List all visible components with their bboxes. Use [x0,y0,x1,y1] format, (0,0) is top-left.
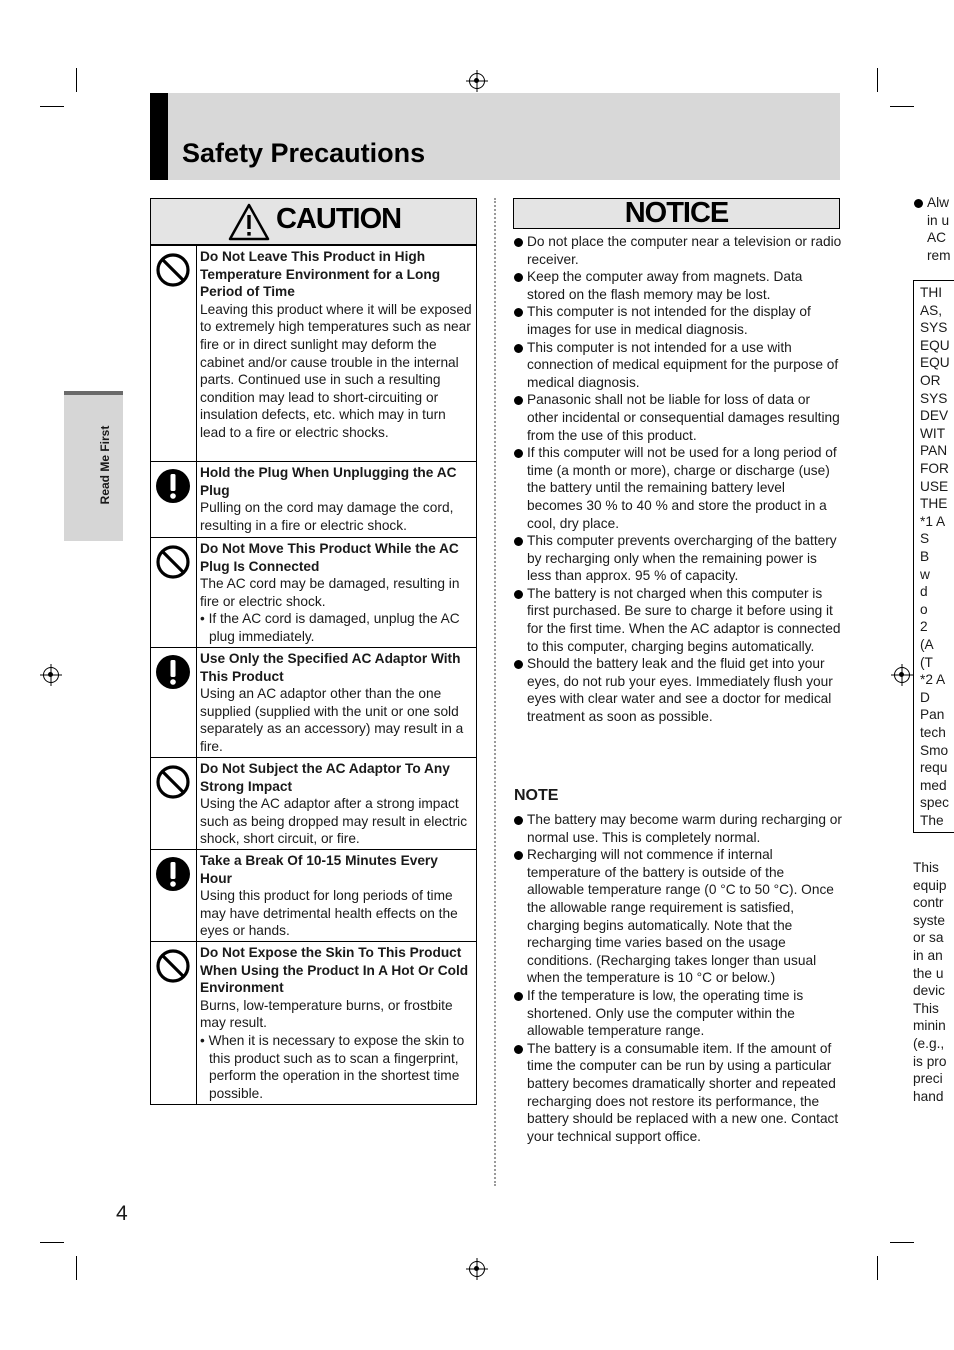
cutoff-text-line: in u [927,212,950,228]
prohibition-icon [155,764,191,800]
cutoff-text-line: Smo [920,742,949,758]
crop-mark [890,1242,914,1243]
crop-mark [40,1242,64,1243]
list-item: Keep the computer away from magnets. Data stored on the flash memory may be lost. [513,268,843,303]
prohibition-icon [155,948,191,984]
caution-row-text [200,760,472,848]
cutoff-text-line: THI [920,285,943,300]
cutoff-text-line: w [920,566,930,582]
cutoff-text-line: preci [913,1071,943,1087]
cutoff-text-line: tech [920,725,946,740]
cutoff-text-line: o [920,601,928,617]
caution-row-text [200,464,472,534]
notice-list [513,233,843,726]
cutoff-text-line: DEV [920,408,949,424]
cutoff-text-line: FOR [920,461,949,476]
cutoff-text-line: requ [920,760,948,776]
page-title: Safety Precautions [182,138,426,168]
cutoff-text-line: THE [920,496,948,512]
cutoff-text-line: PAN [920,443,948,459]
note-heading: NOTE [514,787,559,804]
caution-row-title: Do Not Expose the Skin To This Product When Using the Product In A Hot Or Cold Environment [200,945,469,996]
cutoff-text-line: in an [913,948,943,963]
list-item: Should the battery leak and the fluid get into your eyes, do not rub your eyes. Immediately flush your eyes with clear water and see a doctor for medical treatment as soon as possible. [513,655,843,725]
cutoff-text-line: hand [913,1088,944,1104]
side-tab-label: Read Me First [98,425,112,505]
caution-icon-cell [151,246,197,461]
caution-row-body: Using this product for long periods of time may have detrimental health effects on the eyes or hands. [200,888,458,939]
caution-row-title: Do Not Subject the AC Adaptor To Any Strong Impact [200,761,450,794]
caution-row-note: • If the AC cord is damaged, unplug the AC plug immediately. [200,611,460,644]
caution-row-body: Pulling on the cord may damage the cord, resulting in a fire or electric shock. [200,500,454,533]
cutoff-text-line: contr [913,895,944,911]
cutoff-text-line: (e.g., [913,1036,945,1051]
caution-row [151,537,476,647]
bullet-icon [914,199,923,208]
cutoff-text-line: AS, [920,302,943,318]
cutoff-text-line: This [913,1000,939,1016]
caution-row-text [200,852,472,940]
cutoff-text-line: syste [913,912,945,928]
page-number: 4 [116,1202,128,1225]
crop-mark [890,106,914,107]
cutoff-text-line: USE [920,478,949,494]
caution-row [151,245,476,461]
cutoff-text-line: equip [913,877,947,893]
caution-row [151,941,476,1104]
caution-icon-cell [151,538,197,647]
list-item: Do not place the computer near a television or radio receiver. [513,233,843,268]
caution-row-text [200,944,472,1102]
cutoff-text-line: med [920,777,947,793]
cutoff-text-line: D [920,689,930,705]
caution-row-body: The AC cord may be damaged, resulting in fire or electric shock. [200,576,460,609]
caution-row-text [200,650,472,756]
caution-row-title: Use Only the Specified AC Adaptor With This Product [200,651,461,684]
cutoff-text-line: WIT [920,425,946,441]
side-tab-top-line [64,391,123,395]
crop-mark [40,106,64,107]
title-accent-bar [150,93,168,180]
caution-row-body: Burns, low-temperature burns, or frostbite may result. [200,997,453,1031]
caution-icon-cell [151,758,197,849]
crop-mark [877,1256,878,1280]
cutoff-text-line: OR [920,373,941,388]
registration-mark-icon [894,667,910,683]
caution-row-title: Hold the Plug When Unplugging the AC Plug [200,465,457,498]
list-item: If this computer will not be used for a long period of time (a month or more), charge or discharge (use) the battery until the remaining battery level becomes 30 % to 40 % and store the product in a cool, dry place. [513,444,843,532]
registration-mark-icon [469,73,485,89]
cutoff-text-line: Alw [927,195,950,210]
cutoff-text-line: S [920,531,930,547]
crop-mark [877,68,878,92]
list-item: This computer is not intended for the display of images for use in medical diagnosis. [513,303,843,338]
caution-row-title: Do Not Move This Product While the AC Plug Is Connected [200,541,459,574]
cutoff-text-line: *1 A [920,513,946,529]
caution-row-body: Using an AC adaptor other than the one supplied (supplied with the unit or one sold separately as an accessory) may result in a fire. [200,686,464,754]
caution-row-body: Leaving this product where it will be exposed to extremely high temperatures such as near fire or in direct sunlight may deform the cabinet and/or cause trouble in the internal parts. Continued use in such a resulting condition may lead to short-circuiting or insulation defects, etc. which may in turn lead to a fire or electric shocks. [200,301,472,440]
caution-row [151,757,476,849]
list-item: This computer is not intended for a use with connection of medical equipment for the purpose of medical diagnosis. [513,339,843,392]
caution-icon-cell [151,942,197,1104]
cutoff-text-line: SYS [920,390,948,406]
exclamation-icon [155,468,191,504]
caution-icon-cell [151,648,197,757]
cutoff-text-line: is pro [913,1053,947,1069]
list-item: The battery is a consumable item. If the amount of time the computer can be run by using a particular battery becomes dramatically shorter and repeated recharging does not restore its performance, the battery should be replaced with a new one. Contact your technical support office. [513,1040,843,1146]
caution-row [151,461,476,537]
caution-icon-cell [151,850,197,941]
cutoff-text-line: SYS [920,320,948,336]
cutoff-text-line: spec [920,795,949,811]
cutoff-text-line: (T [920,654,933,670]
warning-triangle-icon [228,203,270,241]
cutoff-text-line: *2 A [920,672,946,688]
caution-row-title: Take a Break Of 10-15 Minutes Every Hour [200,853,438,886]
cutoff-text-line: Pan [920,707,945,723]
prohibition-icon [155,252,191,288]
cutoff-text-line: (A [920,637,934,652]
cutoff-text-line: devic [913,983,945,999]
caution-row-note: • When it is necessary to expose the skin to this product such as to scan a fingerprint, perform the operation in the shortest time possible. [200,1032,465,1101]
caution-row [151,647,476,757]
caution-row-body: Using the AC adaptor after a strong impact such as being dropped may result in electric shock, short circuit, or fire. [200,796,468,847]
list-item: If the temperature is low, the operating time is shortened. Only use the computer within the allowable temperature range. [513,987,843,1040]
cutoff-text-line: the u [913,965,944,981]
note-list [513,811,843,1145]
list-item: Panasonic shall not be liable for loss of data or other incidental or consequential damages resulting from the use of this product. [513,391,843,444]
cutoff-text-line: rem [927,247,951,263]
prohibition-icon [155,544,191,580]
list-item: The battery is not charged when this computer is first purchased. Be sure to charge it before using it for the first time. When the AC adaptor is connected to this computer, charging begins automatically. [513,585,843,655]
crop-mark [76,1256,77,1280]
cutoff-text-line: EQU [920,355,950,371]
registration-mark-icon [469,1261,485,1277]
cutoff-text-line: minin [913,1018,946,1034]
column-divider [494,198,496,1186]
right-cutoff-box [913,280,954,833]
cutoff-text-line: AC [927,230,947,246]
registration-mark-icon [43,667,59,683]
exclamation-icon [155,654,191,690]
list-item: Recharging will not commence if internal temperature of the battery is outside of the allowable temperature range (0 °C to 50 °C). Once the allowable range requirement is satisfied, charging begins automatically. Note that the recharging time varies based on the usage conditions. (Recharging takes longer than usual when the temperature is 10 °C or below.) [513,846,843,987]
caution-icon-cell [151,462,197,537]
side-tab [64,391,123,541]
cutoff-text-line: 2 [920,619,928,635]
cutoff-text-line: B [920,549,930,564]
caution-row [151,849,476,941]
caution-heading: CAUTION [276,203,402,235]
cutoff-text-line: This [913,860,939,875]
caution-row-title: Do Not Leave This Product in High Temperature Environment for a Long Period of Time [200,249,441,300]
cutoff-text-line: EQU [920,337,950,353]
list-item: This computer prevents overcharging of the battery by recharging only when the remaining power is less than approx. 95 % of capacity. [513,532,843,585]
caution-row-text [200,248,472,442]
exclamation-icon [155,856,191,892]
cutoff-text-line: The [920,813,944,828]
notice-heading: NOTICE [624,197,729,229]
crop-mark [76,68,77,92]
caution-row-text [200,540,472,646]
cutoff-text-line: d [920,584,928,600]
cutoff-text-line: or sa [913,930,944,946]
list-item: The battery may become warm during recharging or normal use. This is completely normal. [513,811,843,846]
